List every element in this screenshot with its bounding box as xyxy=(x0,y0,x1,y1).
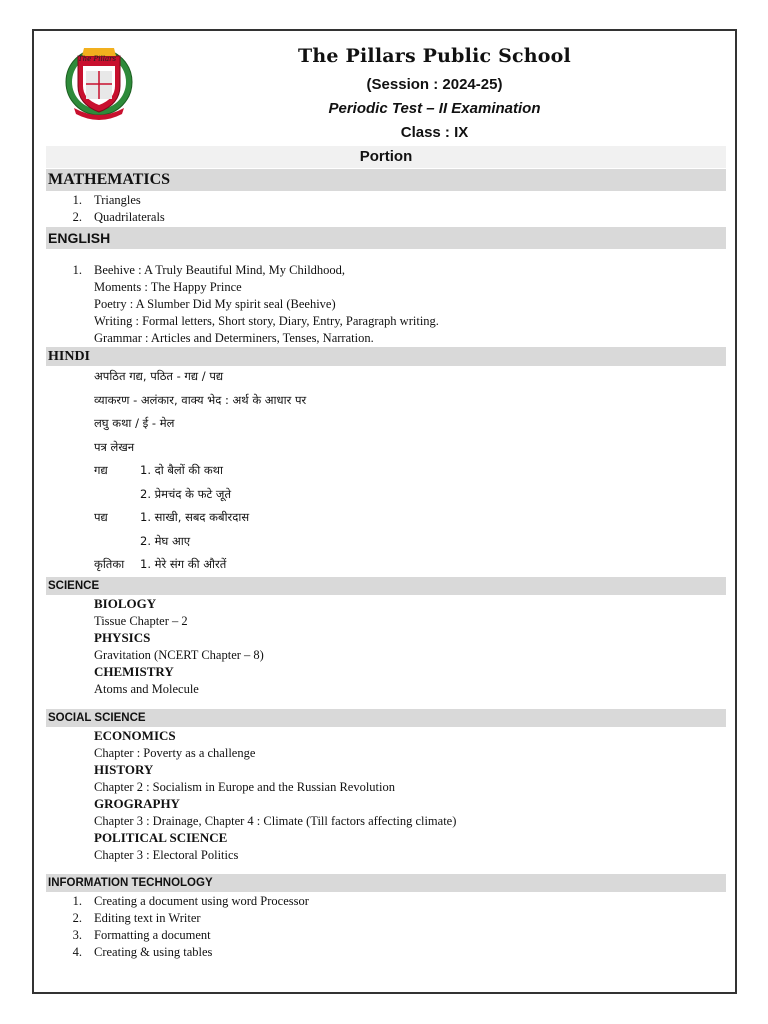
hindi-line: अपठित गद्य, पठित - गद्य / पद्य xyxy=(94,369,224,383)
section-english: ENGLISH xyxy=(46,227,726,249)
list-number: 1. xyxy=(72,193,82,207)
subject-chemistry: CHEMISTRY xyxy=(94,664,174,679)
list-number: 2. xyxy=(72,911,82,925)
english-line: Moments : The Happy Prince xyxy=(94,280,242,294)
exam-heading: Periodic Test – II Examination xyxy=(328,100,541,117)
it-item: Creating a document using word Processor xyxy=(94,894,309,908)
list-number: 3. xyxy=(72,928,82,942)
chemistry-text: Atoms and Molecule xyxy=(94,682,199,696)
subject-physics: PHYSICS xyxy=(94,630,151,645)
section-science: SCIENCE xyxy=(46,577,726,595)
hindi-line: पत्र लेखन xyxy=(94,440,135,454)
hindi-padya-item: 2. मेघ आए xyxy=(140,534,191,548)
section-mathematics: MATHEMATICS xyxy=(46,169,726,191)
section-hindi: HINDI xyxy=(46,347,726,366)
list-number: 2. xyxy=(72,210,82,224)
math-item: Triangles xyxy=(94,193,141,207)
document-page xyxy=(32,29,737,994)
list-number: 1. xyxy=(72,263,82,277)
hindi-padya-item: 1. साखी, सबद कबीरदास xyxy=(140,510,250,524)
class-heading: Class : IX xyxy=(400,124,469,141)
political-science-text: Chapter 3 : Electoral Politics xyxy=(94,848,239,862)
hindi-kritika-item: 1. मेरे संग की औरतें xyxy=(140,557,227,571)
list-number: 1. xyxy=(72,894,82,908)
hindi-line: लघु कथा / ई - मेल xyxy=(94,416,175,430)
history-text: Chapter 2 : Socialism in Europe and the Russian Revolution xyxy=(94,780,396,794)
hindi-gadya-item: 2. प्रेमचंद के फटे जूते xyxy=(140,487,232,501)
session-heading: (Session : 2024-25) xyxy=(366,76,503,93)
section-social-science: SOCIAL SCIENCE xyxy=(46,709,726,727)
english-line: Poetry : A Slumber Did My spirit seal (Beehive) xyxy=(94,297,336,311)
it-item: Formatting a document xyxy=(94,928,211,942)
hindi-label-gadya: गद्य xyxy=(94,463,108,477)
economics-text: Chapter : Poverty as a challenge xyxy=(94,746,256,760)
it-item: Editing text in Writer xyxy=(94,911,201,925)
hindi-gadya-item: 1. दो बैलों की कथा xyxy=(140,463,223,477)
hindi-label-kritika: कृतिका xyxy=(94,557,125,571)
subject-history: HISTORY xyxy=(94,762,154,777)
school-name: The Pillars Public School xyxy=(298,45,571,67)
portion-heading: Portion xyxy=(46,146,726,168)
hindi-label-padya: पद्य xyxy=(94,510,108,524)
biology-text: Tissue Chapter – 2 xyxy=(94,614,188,628)
hindi-line: व्याकरण - अलंकार, वाक्य भेद : अर्थ के आधार पर xyxy=(94,393,307,407)
subject-biology: BIOLOGY xyxy=(94,596,157,611)
it-item: Creating & using tables xyxy=(94,945,213,959)
geography-text: Chapter 3 : Drainage, Chapter 4 : Climate (Till factors affecting climate) xyxy=(94,814,457,828)
subject-political-science: POLITICAL SCIENCE xyxy=(94,830,228,845)
math-item: Quadrilaterals xyxy=(94,210,165,224)
subject-geography: GROGRAPHY xyxy=(94,796,180,811)
list-number: 4. xyxy=(72,945,82,959)
english-line: Grammar : Articles and Determiners, Tenses, Narration. xyxy=(94,331,374,345)
section-information-technology: INFORMATION TECHNOLOGY xyxy=(46,874,726,892)
physics-text: Gravitation (NCERT Chapter – 8) xyxy=(94,648,264,662)
subject-economics: ECONOMICS xyxy=(94,728,176,743)
english-line: Beehive : A Truly Beautiful Mind, My Childhood, xyxy=(94,263,346,277)
logo-text: The Pillars xyxy=(78,55,117,63)
english-line: Writing : Formal letters, Short story, Diary, Entry, Paragraph writing. xyxy=(94,314,439,328)
